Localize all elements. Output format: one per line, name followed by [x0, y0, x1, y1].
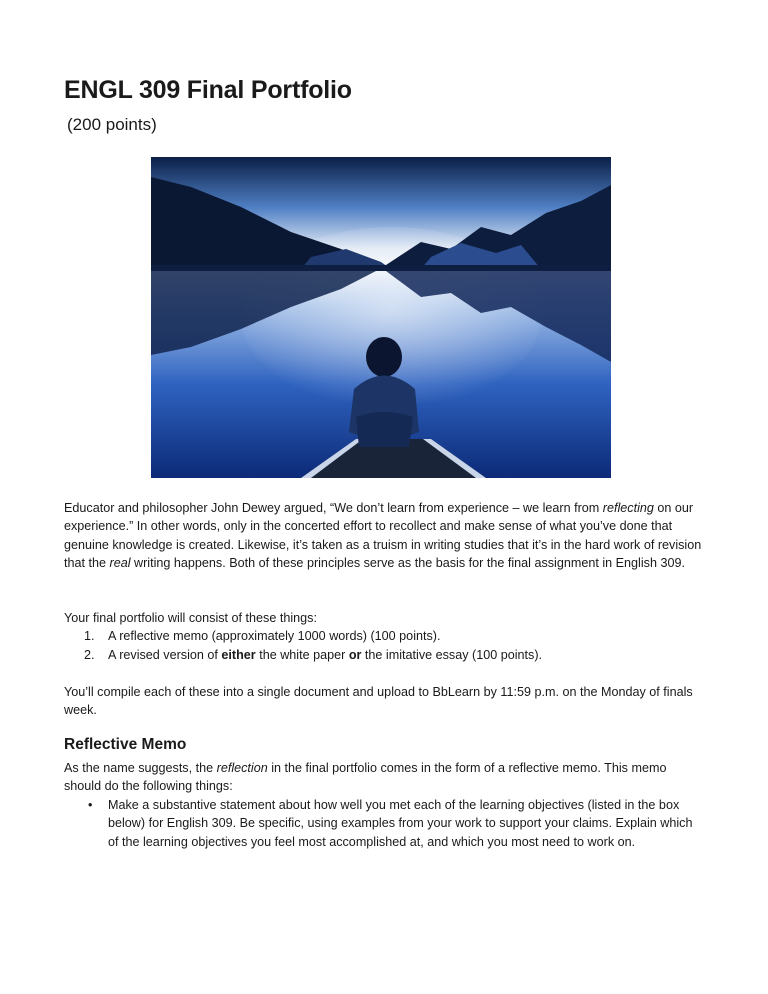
portfolio-section: [64, 609, 704, 664]
portfolio-lead: Your final portfolio will consist of these things:: [64, 611, 317, 625]
memo-bullet-list: [64, 796, 704, 851]
list-number: 2.: [84, 647, 95, 662]
emphasis-either: either: [221, 647, 256, 662]
page-title: ENGL 309 Final Portfolio: [64, 76, 352, 104]
intro-text-1: Educator and philosopher John Dewey argued, “We don’t learn from experience – we learn from: [64, 501, 600, 515]
list-item-text: the imitative essay (100 points).: [361, 647, 543, 662]
compile-instructions: You’ll compile each of these into a single document and upload to BbLearn by 11:59 p.m. on the Monday of finals week.: [64, 685, 693, 718]
list-item: [64, 796, 704, 851]
list-item-text: A reflective memo (approximately 1000 words) (100 points).: [108, 629, 441, 644]
intro-emphasis-real: real: [109, 556, 131, 571]
portfolio-list: [64, 627, 704, 664]
emphasis-or: or: [348, 647, 362, 662]
list-item-text: the white paper: [255, 647, 349, 662]
list-item: [64, 627, 704, 645]
intro-text-2: on our experience.” In other words, only in the concerted effort to recollect and make sense of what you’ve done that genuine knowledge is created. Likewise, it’s taken as a truism in writing studies that it’s in the hard work of revision that the: [64, 501, 702, 571]
list-item-text: A revised version of: [108, 647, 222, 662]
memo-intro-text-1: As the name suggests, the: [64, 761, 217, 775]
memo-intro-text-2: in the final portfolio comes in the form of a reflective memo. This memo should do the following things:: [64, 761, 667, 794]
page-subtitle: (200 points): [67, 115, 157, 134]
memo-intro: [64, 759, 704, 796]
lake-reflection-photo: [151, 157, 611, 478]
intro-text-3: writing happens. Both of these principles serve as the basis for the final assignment in English 309.: [130, 556, 685, 571]
bullet-text: Make a substantive statement about how well you met each of the learning objectives (listed in the box below) for English 309. Be specific, using examples from your work to support your claims. Explain which of the learning objectives you feel most accomplished at, and which you most need to work on.: [108, 798, 693, 849]
memo-emphasis-reflection: reflection: [216, 761, 268, 775]
list-number: 1.: [84, 629, 95, 644]
bullet-icon: •: [88, 798, 93, 812]
intro-emphasis-reflecting: reflecting: [602, 501, 654, 515]
list-item: [64, 646, 704, 664]
section-heading-reflective-memo: Reflective Memo: [64, 736, 187, 753]
intro-paragraph: [64, 499, 704, 573]
